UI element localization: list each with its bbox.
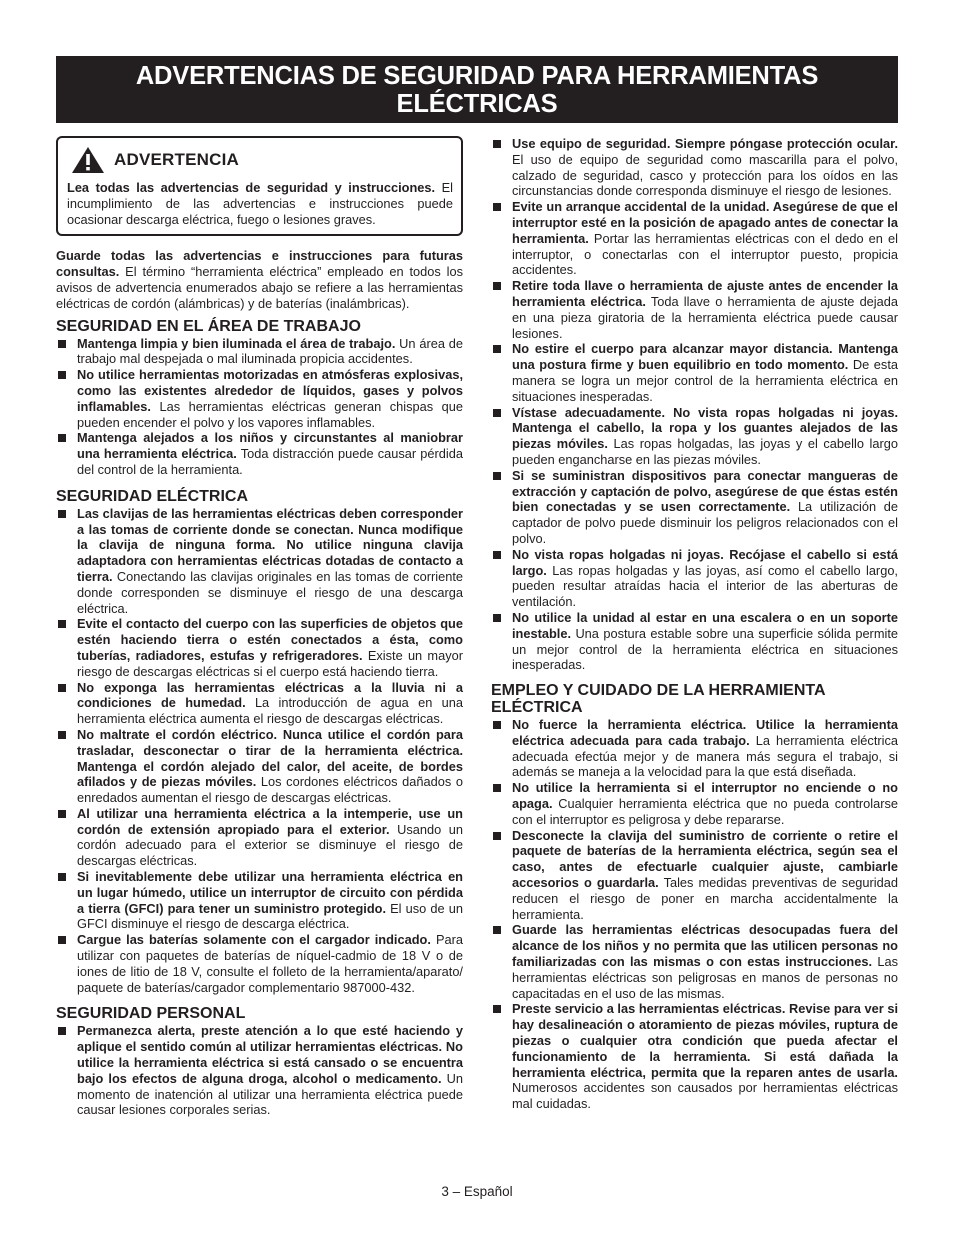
item-bold: Preste servicio a las herramientas eléctricas. Revise para ver si hay desalineación o atoramiento de piezas móviles, ruptura de piezas o cualquier otra condición que pueda afectar el funcionamiento de la herramienta. Si está dañada la herramienta eléctrica, permita que la reparen antes de usarla.: [512, 1001, 898, 1080]
page-footer: 3 – Español: [441, 1184, 513, 1199]
item-bold: Desconecte la clavija del suministro de corriente o retire el paquete de baterías de la herramienta eléctrica, según sea el caso, antes de efectuarle cualquier ajuste, cambiarle accesorios o guardarla.: [512, 827, 898, 891]
section-list: [56, 506, 463, 996]
item-body: La utilización de captador de polvo puede disminuir los peligros relacionados con el polvo.: [512, 499, 899, 546]
item-bold: Las clavijas de las herramientas eléctricas deben corresponder a las tomas de corriente donde se conectan. Nunca modifique la clavija de ninguna forma. No utilice ninguna clavija adaptadora con herramientas eléctricas dotadas de contacto a tierra.: [77, 505, 463, 584]
list-item: [491, 547, 898, 610]
item-body: Cualquier herramienta eléctrica que no pueda controlarse con el interruptor es peligrosa y debe repararse.: [512, 796, 898, 827]
item-bold: No utilice herramientas motorizadas en atmósferas explosivas, como las existentes alrededor de líquidos, gases y polvos inflamables.: [77, 367, 463, 414]
page-title: ADVERTENCIAS DE SEGURIDAD PARA HERRAMIENTAS ELÉCTRICAS: [135, 62, 819, 118]
item-bold: Vístase adecuadamente. No vista ropas holgadas ni joyas. Mantenga el cabello, la ropa y los guantes alejados de las piezas móviles.: [512, 404, 898, 452]
right-list: [491, 136, 898, 673]
item-body: El uso de equipo de seguridad como mascarilla para el polvo, calzado de seguridad, casco y protección para los oídos en las circunstancias donde corresponda disminuye el riesgo de lesiones.: [512, 151, 898, 199]
list-item: [56, 1023, 463, 1118]
item-body: La introducción de agua en una herramienta eléctrica aumenta el riesgo de descargas eléctricas.: [77, 695, 463, 727]
item-body: Las ropas holgadas, las joyas y el cabello largo pueden engancharse en las piezas móviles.: [512, 436, 899, 467]
item-body: Tales medidas preventivas de seguridad reducen el riesgo de poner en marcha accidentalmente la herramienta.: [512, 875, 898, 922]
item-body: Existe un mayor riesgo de descargas eléctricas si el cuerpo está haciendo tierra.: [77, 647, 463, 679]
item-body: Un momento de inatención al utilizar una herramienta eléctrica puede causar lesiones corporales serias.: [77, 1070, 463, 1118]
item-bold: No maltrate el cordón eléctrico. Nunca utilice el cordón para trasladar, desconectar o tirar de la herramienta eléctrica. Mantenga el cordón alejado del calor, del aceite, de bordes afilados y de piezas móviles.: [77, 726, 463, 790]
list-item: [56, 727, 463, 806]
item-body: De esta manera se logra un mejor control de la herramienta eléctrica en situaciones inesperadas.: [512, 357, 898, 404]
warning-heading: ADVERTENCIA: [114, 150, 239, 169]
list-item: [56, 336, 463, 368]
list-item: [56, 869, 463, 932]
list-item: [56, 616, 463, 679]
title-bar: [56, 56, 898, 123]
item-body: Toda distracción puede causar pérdida del control de la herramienta.: [77, 446, 463, 477]
item-bold: Si se suministran dispositivos para conectar mangueras de extracción y captación de polvo, asegúrese de que éstas estén bien conectadas y se usen correctamente.: [512, 467, 898, 515]
item-bold: Cargue las baterías solamente con el cargador indicado.: [77, 932, 431, 948]
list-item: [491, 199, 898, 278]
item-bold: Use equipo de seguridad. Siempre póngase protección ocular.: [512, 136, 898, 151]
item-body: Para utilizar con paquetes de baterías de níquel-cadmio de 18 V o de iones de litio de 18 V, consulte el folleto de la herramienta/aparato/ paquete de baterías/cargador complementario 987000-432.: [77, 932, 463, 995]
item-bold: Mantenga alejados a los niños y circunstantes al maniobrar una herramienta eléctrica.: [77, 430, 463, 462]
section-heading: SEGURIDAD PERSONAL: [56, 1005, 246, 1023]
item-body: Una postura estable sobre una superficie sólida permite un mejor control de la herramienta eléctrica en situaciones inesperadas.: [512, 625, 898, 673]
list-item: [491, 828, 898, 923]
item-bold: No utilice la unidad al estar en una escalera o en un soporte inestable.: [512, 609, 898, 641]
item-body: Toda llave o herramienta de ajuste dejada en una pieza giratoria de la herramienta eléctrica puede causar lesiones.: [512, 293, 898, 341]
list-item: [491, 136, 898, 199]
left-column: [56, 136, 463, 1118]
intro-paragraph: [56, 248, 463, 311]
warning-bold: Lea todas las advertencias de seguridad y instrucciones.: [67, 180, 436, 195]
list-item: [491, 468, 898, 547]
item-bold: Guarde las herramientas eléctricas desocupadas fuera del alcance de los niños y no permita que las utilicen personas no familiarizadas con las mismas o con estas instrucciones.: [512, 922, 898, 970]
item-body: Numerosos accidentes son causados por herramientas eléctricas mal cuidadas.: [512, 1080, 898, 1112]
care-list: [491, 717, 898, 1112]
list-item: [56, 680, 463, 727]
list-item: [56, 367, 463, 430]
item-bold: No exponga las herramientas eléctricas a la lluvia ni a condiciones de humedad.: [77, 679, 463, 711]
list-item: [491, 278, 898, 341]
list-item: [491, 717, 898, 780]
item-body: Las ropas holgadas y las joyas, así como el cabello largo, pueden resultar atraídas hacia el interior de las aberturas de ventilación.: [512, 562, 898, 610]
list-item: [491, 780, 898, 827]
page: [56, 56, 899, 1118]
item-body: Usando un cordón adecuado para el exterior se disminuye el riesgo de descargas eléctricas.: [77, 821, 464, 869]
item-body: La herramienta eléctrica adecuada efectúa mejor y de manera más segura el trabajo, si además se maneja a la velocidad para la que está diseñada.: [512, 732, 898, 780]
list-item: [491, 922, 898, 1001]
item-body: Las herramientas eléctricas generan chispas que pueden encender el polvo y los vapores inflamables.: [77, 398, 463, 430]
item-bold: No vista ropas holgadas ni joyas. Recójase el cabello si está largo.: [512, 546, 898, 578]
item-bold: Permanezca alerta, preste atención a lo que esté haciendo y aplique el sentido común al utilizar herramientas eléctricas. No utilice la herramienta eléctrica si está cansado o se encuentra bajo los efectos de alguna droga, alcohol o medicamento.: [77, 1023, 463, 1086]
section-list: [56, 336, 463, 478]
item-bold: No utilice la herramienta si el interruptor no enciende o no apaga.: [512, 780, 898, 812]
list-item: [491, 341, 898, 404]
item-bold: Retire toda llave o herramienta de ajuste antes de encender la herramienta eléctrica.: [512, 278, 898, 309]
warning-body: El incumplimiento de las advertencias e instrucciones puede ocasionar descarga eléctrica, fuego o lesiones graves.: [67, 180, 453, 227]
list-item: [491, 610, 898, 673]
section-heading: SEGURIDAD EN EL ÁREA DE TRABAJO: [56, 317, 361, 335]
item-bold: Evite el contacto del cuerpo con las superficies de objetos que estén haciendo tierra o estén conectados a ésta, como tuberías, radiadores, estufas y refrigeradores.: [77, 616, 463, 663]
list-item: [56, 506, 463, 617]
list-item: [491, 1001, 898, 1112]
item-bold: Evite un arranque accidental de la unidad. Asegúrese de que el interruptor esté en la posición de apagado antes de conectar la herramienta.: [512, 199, 898, 246]
item-bold: No estire el cuerpo para alcanzar mayor distancia. Mantenga una postura firme y buen equilibrio en todo momento.: [512, 341, 898, 373]
section-heading-care: EMPLEO Y CUIDADO DE LA HERRAMIENTA ELÉCTRICA: [491, 682, 825, 717]
item-bold: Al utilizar una herramienta eléctrica a la intemperie, use un cordón de extensión apropiado para el exterior.: [77, 805, 463, 837]
section-list: [56, 1023, 463, 1118]
item-body: Las herramientas eléctricas son peligrosas en manos de personas no capacitadas en el uso de las mismas.: [512, 954, 898, 1001]
warning-text: [67, 180, 453, 227]
item-bold: Si inevitablemente debe utilizar una herramienta eléctrica en un lugar húmedo, utilice un interruptor de circuito con pérdida a tierra (GFCI) para tener un suministro protegido.: [77, 869, 463, 916]
warning-header: [67, 146, 453, 174]
item-body: Un área de trabajo mal despejada o mal iluminada propicia accidentes.: [77, 335, 463, 367]
item-body: Portar las herramientas eléctricas con el dedo en el interruptor, o conectarlas con el interruptor puesto, propicia accidentes.: [512, 230, 898, 278]
item-body: Los cordones eléctricos dañados o enredados aumentan el riesgo de descargas eléctricas.: [77, 774, 463, 806]
list-item: [56, 806, 463, 869]
list-item: [56, 430, 463, 477]
item-bold: Mantenga limpia y bien iluminada el área de trabajo.: [77, 335, 396, 351]
item-bold: No fuerce la herramienta eléctrica. Utilice la herramienta eléctrica adecuada para cada trabajo.: [512, 717, 898, 748]
warning-triangle-icon: [71, 146, 105, 174]
item-body: Conectando las clavijas originales en las tomas de corriente donde corresponden se disminuye el riesgo de una descarga eléctrica.: [77, 568, 463, 616]
left-sections: [56, 318, 463, 1119]
list-item: [56, 932, 463, 995]
section-heading: SEGURIDAD ELÉCTRICA: [56, 487, 249, 505]
item-body: El uso de un GFCI disminuye el riesgo de descarga eléctrica.: [77, 900, 463, 932]
intro-body: El término “herramienta eléctrica” empleado en todos los avisos de advertencia enumerados abajo se refiere a las herramientas eléctricas de cordón (alámbricas) y de baterías (inalámbricas).: [56, 264, 463, 311]
right-column: [491, 136, 898, 1112]
intro-bold: Guarde todas las advertencias e instrucciones para futuras consultas.: [56, 248, 463, 280]
list-item: [491, 405, 898, 468]
warning-box: [56, 136, 463, 236]
